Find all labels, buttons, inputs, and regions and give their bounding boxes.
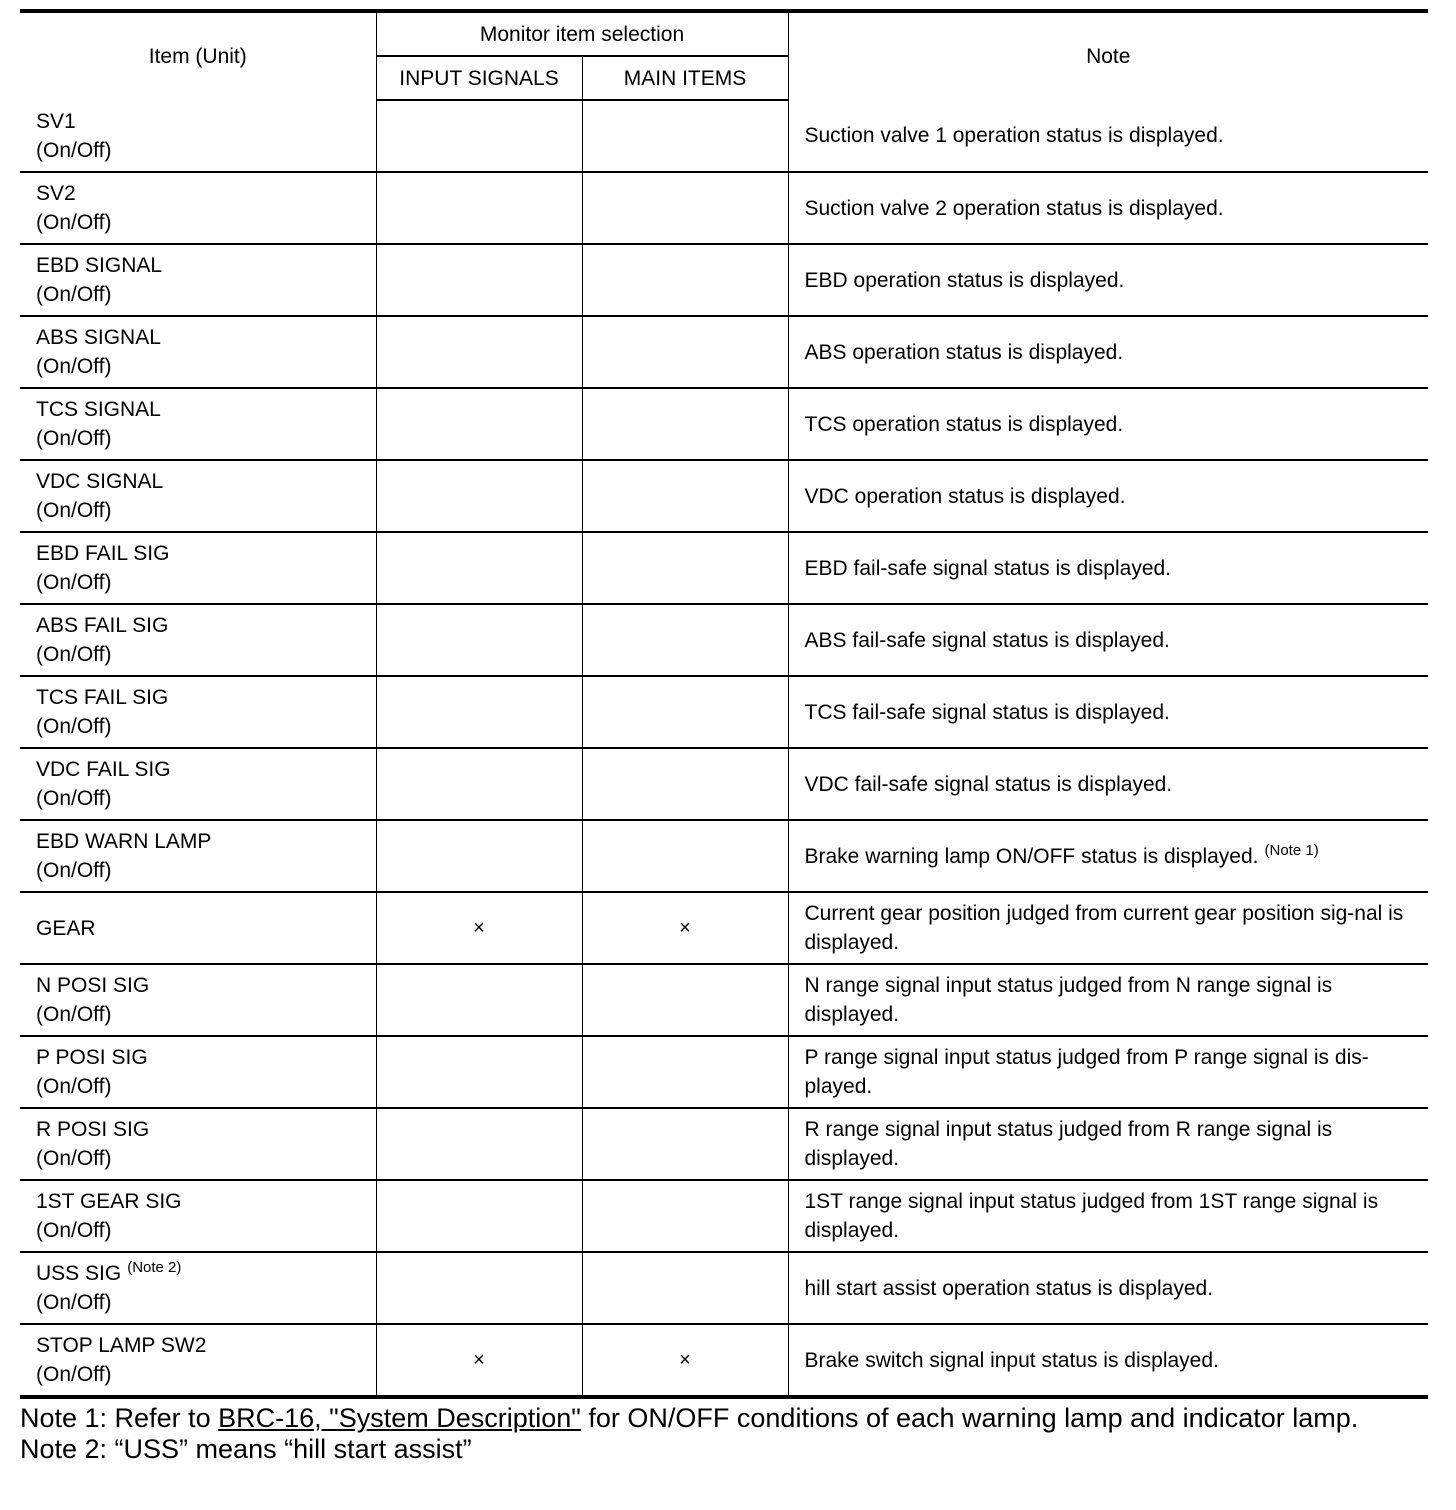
item-unit: (On/Off) — [36, 643, 112, 666]
note-cell — [788, 532, 1428, 604]
input-signals-cell — [376, 172, 582, 244]
item-name — [36, 179, 372, 208]
main-items-mark: × — [679, 917, 691, 939]
table-row — [20, 388, 1428, 460]
input-signals-cell — [376, 1036, 582, 1108]
item-name-text: USS SIG — [36, 1262, 122, 1285]
item-cell — [20, 1108, 376, 1180]
note-text: VDC fail-safe signal status is displayed. — [804, 772, 1173, 796]
input-signals-cell — [376, 748, 582, 820]
note-text: Suction valve 1 operation status is displayed. — [804, 124, 1224, 147]
item-unit: (On/Off) — [36, 571, 112, 594]
item-name-text: STOP LAMP SW2 — [36, 1334, 207, 1357]
note-text: hill start assist operation status is displayed. — [804, 1276, 1214, 1300]
item-unit: (On/Off) — [36, 1219, 112, 1242]
note-text: 1ST range signal input status judged from 1ST range signal is displayed. — [804, 1190, 1379, 1242]
table-row — [20, 316, 1428, 388]
note-text: VDC operation status is displayed. — [804, 484, 1126, 508]
note-cell — [788, 244, 1428, 316]
item-name-text: TCS FAIL SIG — [36, 686, 169, 709]
header-input-signals: INPUT SIGNALS — [376, 56, 582, 100]
note-ref: (Note 1) — [1264, 841, 1319, 859]
note-cell — [788, 676, 1428, 748]
monitor-items-table — [20, 9, 1428, 1399]
footnote-1 — [20, 1403, 1428, 1434]
table-row — [20, 1324, 1428, 1397]
input-signals-mark: × — [473, 917, 485, 939]
item-cell — [20, 964, 376, 1036]
item-unit: (On/Off) — [36, 715, 112, 738]
note-text: P range signal input status judged from P range signal is dis-played. — [804, 1046, 1369, 1098]
item-cell — [20, 316, 376, 388]
main-items-cell — [582, 1180, 788, 1252]
item-note-ref: (Note 2) — [127, 1259, 182, 1276]
item-name-text: P POSI SIG — [36, 1046, 148, 1069]
item-unit: (On/Off) — [36, 1147, 112, 1170]
input-signals-cell — [376, 1108, 582, 1180]
table-row — [20, 892, 1428, 964]
item-name-text: EBD WARN LAMP — [36, 830, 212, 853]
note-text: Current gear position judged from current gear position sig-nal is displayed. — [804, 902, 1404, 954]
main-items-cell — [582, 1108, 788, 1180]
footnotes — [20, 1403, 1428, 1465]
item-unit: (On/Off) — [36, 283, 112, 306]
note-cell — [788, 1108, 1428, 1180]
main-items-cell — [582, 172, 788, 244]
item-name — [36, 1259, 372, 1288]
main-items-cell — [582, 532, 788, 604]
main-items-cell — [582, 892, 788, 964]
item-cell — [20, 892, 376, 964]
main-items-cell — [582, 1324, 788, 1397]
note-text: R range signal input status judged from R range signal is displayed. — [804, 1118, 1333, 1170]
table-body — [20, 100, 1428, 1397]
item-cell — [20, 388, 376, 460]
item-unit: (On/Off) — [36, 1075, 112, 1098]
table-row — [20, 244, 1428, 316]
table-row — [20, 1180, 1428, 1252]
item-cell — [20, 820, 376, 892]
system-description-link[interactable]: BRC-16, "System Description" — [218, 1403, 581, 1433]
table-row — [20, 532, 1428, 604]
note-text: EBD operation status is displayed. — [804, 268, 1125, 292]
item-name — [36, 971, 372, 1000]
note-cell — [788, 388, 1428, 460]
table-header — [20, 11, 1428, 100]
note-cell — [788, 172, 1428, 244]
item-name-text: SV2 — [36, 182, 76, 205]
note-text: ABS operation status is displayed. — [804, 340, 1124, 364]
main-items-cell — [582, 460, 788, 532]
input-signals-cell — [376, 532, 582, 604]
item-cell — [20, 460, 376, 532]
item-unit: (On/Off) — [36, 859, 112, 882]
table-row — [20, 604, 1428, 676]
note-cell — [788, 1036, 1428, 1108]
main-items-cell — [582, 676, 788, 748]
note-text: TCS operation status is displayed. — [804, 412, 1124, 436]
item-cell — [20, 604, 376, 676]
input-signals-cell — [376, 316, 582, 388]
item-name-text: R POSI SIG — [36, 1118, 150, 1141]
item-name-text: N POSI SIG — [36, 974, 150, 997]
item-name — [36, 467, 372, 496]
main-items-cell — [582, 316, 788, 388]
item-unit: (On/Off) — [36, 1291, 112, 1314]
item-name — [36, 1115, 372, 1144]
item-name-text: EBD FAIL SIG — [36, 542, 170, 565]
item-name — [36, 539, 372, 568]
item-cell — [20, 172, 376, 244]
item-name-text: VDC FAIL SIG — [36, 758, 171, 781]
input-signals-cell — [376, 604, 582, 676]
item-name-text: ABS FAIL SIG — [36, 614, 169, 637]
item-unit: (On/Off) — [36, 355, 112, 378]
note-cell — [788, 748, 1428, 820]
item-cell — [20, 1252, 376, 1324]
main-items-cell — [582, 604, 788, 676]
table-row — [20, 1036, 1428, 1108]
note-cell — [788, 964, 1428, 1036]
input-signals-cell — [376, 1252, 582, 1324]
input-signals-cell — [376, 820, 582, 892]
note-text: Brake warning lamp ON/OFF status is displayed. — [804, 844, 1259, 868]
item-cell — [20, 244, 376, 316]
item-name-text: TCS SIGNAL — [36, 398, 161, 421]
header-item-unit: Item (Unit) — [20, 11, 376, 100]
table-row — [20, 820, 1428, 892]
table-row — [20, 172, 1428, 244]
note-cell — [788, 1252, 1428, 1324]
item-cell — [20, 1036, 376, 1108]
item-unit: (On/Off) — [36, 787, 112, 810]
note-cell — [788, 316, 1428, 388]
item-cell — [20, 1324, 376, 1397]
note-text: TCS fail-safe signal status is displayed. — [804, 700, 1170, 724]
note-cell — [788, 460, 1428, 532]
input-signals-cell — [376, 964, 582, 1036]
item-name — [36, 611, 372, 640]
main-items-cell — [582, 388, 788, 460]
note-text: Suction valve 2 operation status is displayed. — [804, 196, 1224, 220]
item-name-text: GEAR — [36, 916, 96, 940]
note-text: EBD fail-safe signal status is displayed. — [804, 556, 1172, 580]
table-row — [20, 748, 1428, 820]
main-items-cell — [582, 244, 788, 316]
item-name-text: ABS SIGNAL — [36, 326, 161, 349]
item-unit: (On/Off) — [36, 138, 112, 162]
item-name — [36, 1331, 372, 1360]
header-monitor-item-selection: Monitor item selection — [376, 11, 788, 56]
main-items-cell — [582, 964, 788, 1036]
item-name-text: SV1 — [36, 109, 76, 133]
footnote-1-suffix: for ON/OFF conditions of each warning lamp and indicator lamp. — [580, 1403, 1359, 1433]
input-signals-cell — [376, 100, 582, 172]
main-items-cell — [582, 748, 788, 820]
item-name — [36, 251, 372, 280]
note-text: N range signal input status judged from N range signal is displayed. — [804, 974, 1333, 1026]
item-name — [36, 683, 372, 712]
header-main-items: MAIN ITEMS — [582, 56, 788, 100]
table-row — [20, 1108, 1428, 1180]
table-row — [20, 964, 1428, 1036]
main-items-cell — [582, 1252, 788, 1324]
footnote-2: Note 2: “USS” means “hill start assist” — [20, 1434, 472, 1464]
note-cell — [788, 1324, 1428, 1397]
main-items-cell — [582, 1036, 788, 1108]
input-signals-cell — [376, 1324, 582, 1397]
item-unit: (On/Off) — [36, 1003, 112, 1026]
item-unit: (On/Off) — [36, 211, 112, 234]
table-row — [20, 1252, 1428, 1324]
item-name — [36, 914, 372, 943]
header-note: Note — [788, 11, 1428, 100]
table-row — [20, 676, 1428, 748]
note-text: Brake switch signal input status is displayed. — [804, 1348, 1219, 1372]
main-items-mark: × — [679, 1349, 691, 1371]
item-name-text: 1ST GEAR SIG — [36, 1190, 182, 1213]
item-name — [36, 323, 372, 352]
item-name — [36, 107, 372, 136]
item-name-text: VDC SIGNAL — [36, 470, 164, 493]
item-cell — [20, 100, 376, 172]
input-signals-cell — [376, 676, 582, 748]
note-cell — [788, 892, 1428, 964]
note-text: ABS fail-safe signal status is displayed. — [804, 628, 1170, 652]
item-name — [36, 1043, 372, 1072]
item-unit: (On/Off) — [36, 427, 112, 450]
item-name-text: EBD SIGNAL — [36, 254, 163, 277]
item-name — [36, 827, 372, 856]
item-name — [36, 755, 372, 784]
item-cell — [20, 676, 376, 748]
input-signals-cell — [376, 388, 582, 460]
item-cell — [20, 532, 376, 604]
item-name — [36, 395, 372, 424]
input-signals-cell — [376, 1180, 582, 1252]
input-signals-cell — [376, 244, 582, 316]
table-row — [20, 100, 1428, 172]
note-cell — [788, 820, 1428, 892]
main-items-cell — [582, 820, 788, 892]
input-signals-cell — [376, 460, 582, 532]
input-signals-cell — [376, 892, 582, 964]
item-unit: (On/Off) — [36, 1363, 112, 1386]
item-name — [36, 1187, 372, 1216]
item-cell — [20, 1180, 376, 1252]
note-cell — [788, 604, 1428, 676]
table-row — [20, 460, 1428, 532]
item-unit: (On/Off) — [36, 499, 112, 522]
note-cell — [788, 100, 1428, 172]
input-signals-mark: × — [473, 1349, 485, 1371]
note-cell — [788, 1180, 1428, 1252]
item-cell — [20, 748, 376, 820]
footnote-1-prefix: Note 1: Refer to — [20, 1403, 219, 1433]
main-items-cell — [582, 100, 788, 172]
